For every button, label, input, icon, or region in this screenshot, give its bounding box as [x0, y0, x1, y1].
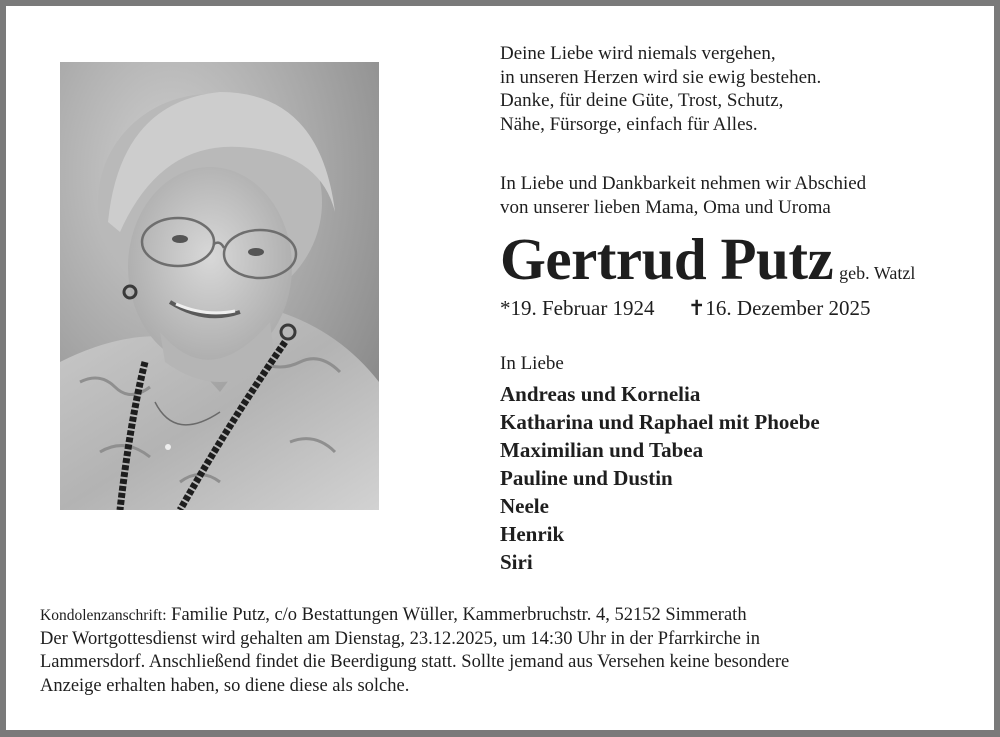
birth-date-group [500, 296, 655, 320]
condolence-address-line [40, 604, 970, 628]
maiden-name: geb. Watzl [839, 263, 916, 283]
farewell-intro [500, 172, 866, 220]
condolence-address: Familie Putz, c/o Bestattungen Wüller, Kammerbruchstr. 4, 52152 Simmerath [171, 605, 747, 625]
life-dates [500, 294, 870, 322]
mourner-name: Neele [500, 494, 549, 518]
service-info-line: Der Wortgottesdienst wird gehalten am Dienstag, 23.12.2025, um 14:30 Uhr in der Pfarrkirche in [40, 628, 761, 649]
deceased-name: Gertrud Putz [500, 226, 834, 292]
deceased-name-line [500, 224, 915, 294]
portrait-illustration [60, 62, 379, 510]
portrait-photo [60, 62, 379, 510]
mourners-intro: In Liebe [500, 353, 564, 374]
service-info-line: Anzeige erhalten haben, so diene diese als solche. [40, 675, 410, 696]
birth-star-icon: * [500, 296, 511, 320]
death-date-group [688, 296, 871, 320]
mourner-name: Pauline und Dustin [500, 466, 673, 490]
mourners-list [500, 380, 820, 576]
memorial-poem [500, 42, 821, 136]
poem-line: Deine Liebe wird niemals vergehen, [500, 43, 776, 64]
service-info-line: Lammersdorf. Anschließend findet die Beerdigung statt. Sollte jemand aus Versehen keine besondere [40, 652, 790, 672]
mourner-name: Henrik [500, 522, 565, 546]
mourner-name: Siri [500, 550, 533, 574]
condolence-label: Kondolenzanschrift: [40, 607, 167, 624]
poem-line: Nähe, Fürsorge, einfach für Alles. [500, 113, 758, 135]
intro-line: von unserer lieben Mama, Oma und Uroma [500, 197, 831, 218]
birth-date: 19. Februar 1924 [510, 296, 655, 320]
intro-line: In Liebe und Dankbarkeit nehmen wir Abschied [500, 173, 867, 194]
death-date: 16. Dezember 2025 [705, 296, 871, 320]
notice-footer [40, 604, 970, 698]
mourner-name: Katharina und Raphael mit Phoebe [500, 410, 820, 434]
death-cross-icon: ✝ [687, 296, 706, 320]
poem-line: in unseren Herzen wird sie ewig bestehen. [500, 66, 822, 88]
obituary-notice [6, 6, 994, 730]
mourner-name: Andreas und Kornelia [500, 382, 701, 406]
poem-line: Danke, für deine Güte, Trost, Schutz, [500, 90, 784, 111]
mourner-name: Maximilian und Tabea [500, 438, 704, 462]
